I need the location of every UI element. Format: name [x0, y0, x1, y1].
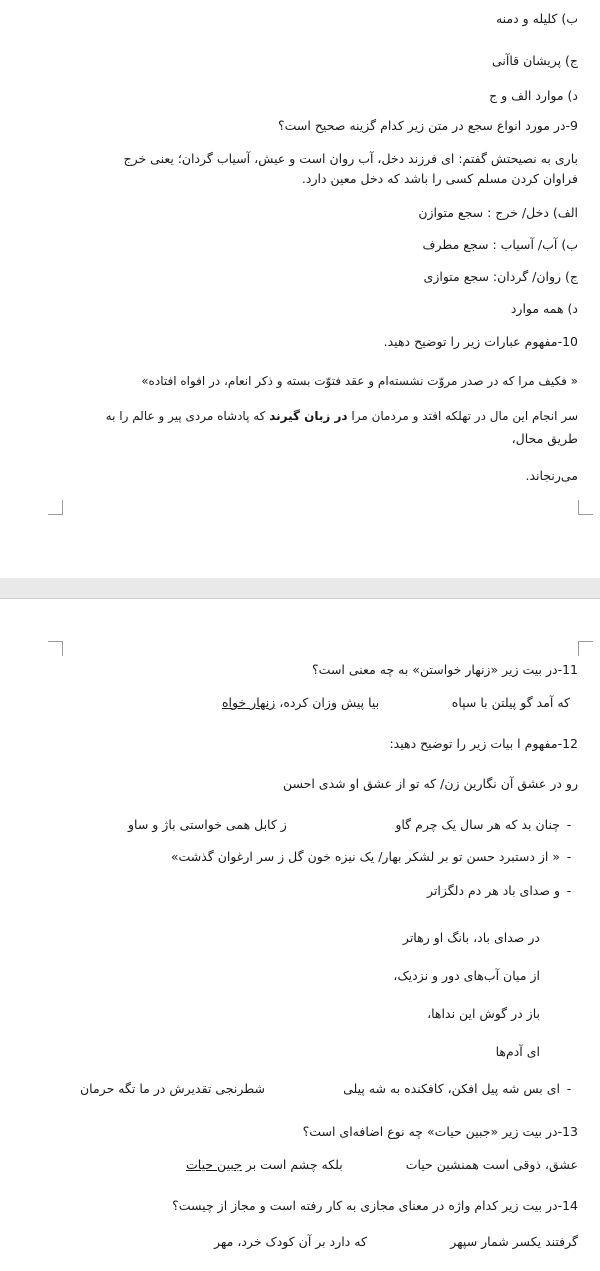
q12-poem-line-2: از میان آب‌های دور و نزدیک، — [393, 968, 540, 983]
dash-bullet: - — [566, 883, 572, 898]
page-corner-mark — [48, 500, 63, 515]
q11-verse-left-underlined: زنهار خواه — [222, 695, 276, 710]
q12-intro: رو در عشق آن نگارین زن/ که تو از عشق او شدی احسن — [282, 776, 578, 791]
q9-passage-line-1: باری به نصیحتش گفتم: ای فرزند دخل، آب روان است و عیش، آسیاب گردان؛ یعنی خرج — [123, 151, 578, 166]
q14-verse-left: که دارد بر آن کودک خرد، مهر — [214, 1234, 367, 1249]
q11-verse-left-plain: بیا پیش وزان کرده، — [275, 695, 380, 710]
q13-verse-left-underlined: جبین حیات — [186, 1157, 242, 1172]
q12-bullet-3 — [427, 883, 578, 898]
bullet-4-right-text: ای بس شه پیل افکن، کافکنده به شه پیلی — [343, 1081, 560, 1096]
bullet-2-text: « از دستبرد حسن تو بر لشکر بهار/ یک نیزه خون گل ز سر ارغوان گذشت» — [170, 849, 560, 864]
question-12: 12-مفهوم ا بیات زیر را توضیح دهید: — [389, 736, 578, 751]
q11-verse-left — [222, 695, 379, 710]
q13-verse-right: عشق، ذوقی است همنشین حیات — [405, 1157, 578, 1172]
page-corner-mark — [48, 641, 63, 656]
q10-paragraph-line-2: طریق محال، — [511, 431, 578, 446]
dash-bullet: - — [566, 849, 572, 864]
option-d-both: د) موارد الف و ج — [489, 88, 578, 103]
q9-option-d: د) همه موارد — [510, 301, 578, 316]
option-c-parishan: ج) پریشان قاآنی — [491, 53, 578, 68]
dash-bullet: - — [566, 1081, 572, 1096]
q12-bullet-4-left: شطرنجی تقدیرش در ما تگه حرمان — [80, 1081, 265, 1096]
question-9: 9-در مورد انواع سجع در متن زیر کدام گزینه صحیح است؟ — [278, 118, 578, 133]
q10-paragraph-line-3: می‌رنجاند. — [525, 468, 578, 483]
q12-bullet-4-right — [343, 1081, 578, 1096]
q12-poem-line-1: در صدای باد، بانگ او رهاتر — [402, 930, 540, 945]
question-10: 10-مفهوم عبارات زیر را توضیح دهید. — [383, 334, 578, 349]
q14-verse-right: گرفتند یکسر شمار سپهر — [450, 1234, 578, 1249]
bullet-3-text: و صدای باد هر دم دلگزاتر — [426, 883, 560, 898]
question-13: 13-در بیت زیر «جبین حیات» چه نوع اضافه‌ای است؟ — [302, 1124, 578, 1139]
dash-bullet: - — [566, 817, 572, 832]
q13-verse-left-plain: بلکه چشم است بر — [241, 1157, 343, 1172]
document-page-1 — [0, 0, 600, 579]
q12-bullet-2 — [171, 849, 578, 864]
q12-bullet-1-left: ز کابل همی خواستی باژ و ساو — [128, 817, 287, 832]
page-separator — [0, 578, 600, 598]
q12-poem-line-3: باز در گوش این نداها، — [427, 1006, 540, 1021]
q9-passage-line-2: فراوان کردن مسلم کسی را باشد که دخل معین دارد. — [301, 171, 578, 186]
page-corner-mark — [578, 641, 593, 656]
q10-quote: « فکیف مرا که در صدر مروّت نشسته‌ام و عقد فتوّت بسته و ذکر انعام، در افواه افتاده» — [141, 374, 578, 388]
q9-option-b: ب) آب/ آسیاب : سجع مطرف — [422, 237, 578, 252]
q12-bullet-1-right — [395, 817, 578, 832]
bullet-1-right-text: چنان بد که هر سال یک چرم گاو — [395, 817, 560, 832]
question-11: 11-در بیت زیر «زنهار خواستن» به چه معنی است؟ — [312, 662, 578, 677]
q9-option-c: ج) روان/ گردان: سجع متوازی — [423, 269, 578, 284]
q10-para-part-a: سر انجام این مال در تهلکه افتد و مردمان مرا — [347, 409, 578, 423]
q11-verse-right: که آمد گو پیلتن با سپاه — [451, 695, 570, 710]
option-b-kelileh: ب) کلیله و دمنه — [495, 11, 578, 26]
q10-para-bold: در زبان گیرند — [269, 409, 348, 423]
question-14: 14-در بیت زیر کدام واژه در معنای مجازی به کار رفته است و مجاز از چیست؟ — [172, 1198, 578, 1213]
q13-verse-left — [186, 1157, 343, 1172]
q9-option-a: الف) دخل/ خرج : سجع متوازن — [418, 205, 578, 220]
page-corner-mark — [578, 500, 593, 515]
document-page-2 — [0, 598, 600, 1271]
q12-poem-line-4: ای آدم‌ها — [495, 1044, 540, 1059]
q10-paragraph-line-1 — [22, 407, 578, 425]
q10-para-part-b: که پادشاه مردی پیر و عالم را به — [105, 409, 270, 423]
